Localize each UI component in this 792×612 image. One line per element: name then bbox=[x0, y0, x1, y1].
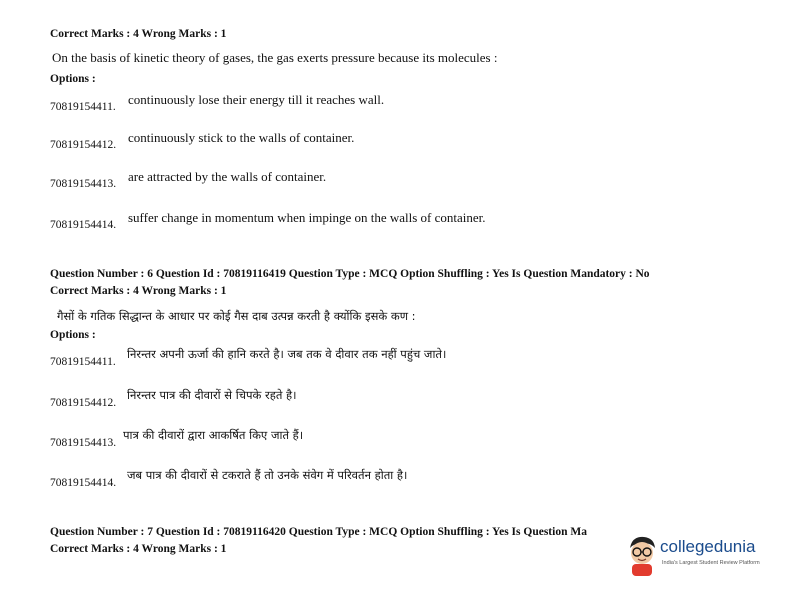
option-text: पात्र की दीवारों द्वारा आकर्षित किए जाते हैं। bbox=[123, 428, 304, 442]
option-text: जब पात्र की दीवारों से टकराते हैं तो उनके संवेग में परिवर्तन होता है। bbox=[127, 468, 408, 482]
option-number: 70819154411. bbox=[50, 356, 116, 368]
marks-line: Correct Marks : 4 Wrong Marks : 1 bbox=[50, 543, 227, 555]
option-number: 70819154414. bbox=[50, 477, 117, 489]
marks-line: Correct Marks : 4 Wrong Marks : 1 bbox=[50, 28, 227, 40]
option-number: 70819154411. bbox=[50, 101, 116, 113]
option-text: निरन्तर पात्र की दीवारों से चिपके रहते है। bbox=[127, 388, 297, 402]
option-number: 70819154412. bbox=[50, 139, 117, 151]
option-number: 70819154413. bbox=[50, 178, 117, 190]
collegedunia-watermark bbox=[624, 532, 774, 580]
question-text: गैसों के गतिक सिद्धान्त के आधार पर कोई गैस दाब उत्पन्न करती है क्योंकि इसके कण : bbox=[57, 309, 416, 323]
question-text: On the basis of kinetic theory of gases, the gas exerts pressure because its molecules : bbox=[52, 50, 498, 65]
brand-name: collegedunia bbox=[660, 537, 756, 556]
option-text: निरन्तर अपनी ऊर्जा की हानि करते है। जब तक वे दीवार तक नहीं पहुंच जाते। bbox=[127, 347, 447, 361]
student-mascot-icon bbox=[624, 534, 660, 578]
option-number: 70819154414. bbox=[50, 219, 117, 231]
option-text: are attracted by the walls of container. bbox=[128, 169, 327, 184]
options-label: Options : bbox=[50, 329, 96, 341]
options-label: Options : bbox=[50, 73, 96, 85]
option-number: 70819154412. bbox=[50, 397, 117, 409]
option-text: suffer change in momentum when impinge on the walls of container. bbox=[128, 210, 486, 225]
option-text: continuously stick to the walls of container. bbox=[128, 130, 355, 145]
marks-line: Correct Marks : 4 Wrong Marks : 1 bbox=[50, 285, 227, 297]
question-header: Question Number : 7 Question Id : 70819116420 Question Type : MCQ Option Shuffling : Yes Is Question Ma bbox=[50, 526, 587, 538]
option-text: continuously lose their energy till it reaches wall. bbox=[128, 92, 385, 107]
brand-tagline: India's Largest Student Review Platform bbox=[662, 560, 760, 566]
option-number: 70819154413. bbox=[50, 437, 117, 449]
question-header: Question Number : 6 Question Id : 70819116419 Question Type : MCQ Option Shuffling : Yes Is Question Mandatory : No bbox=[50, 268, 650, 280]
